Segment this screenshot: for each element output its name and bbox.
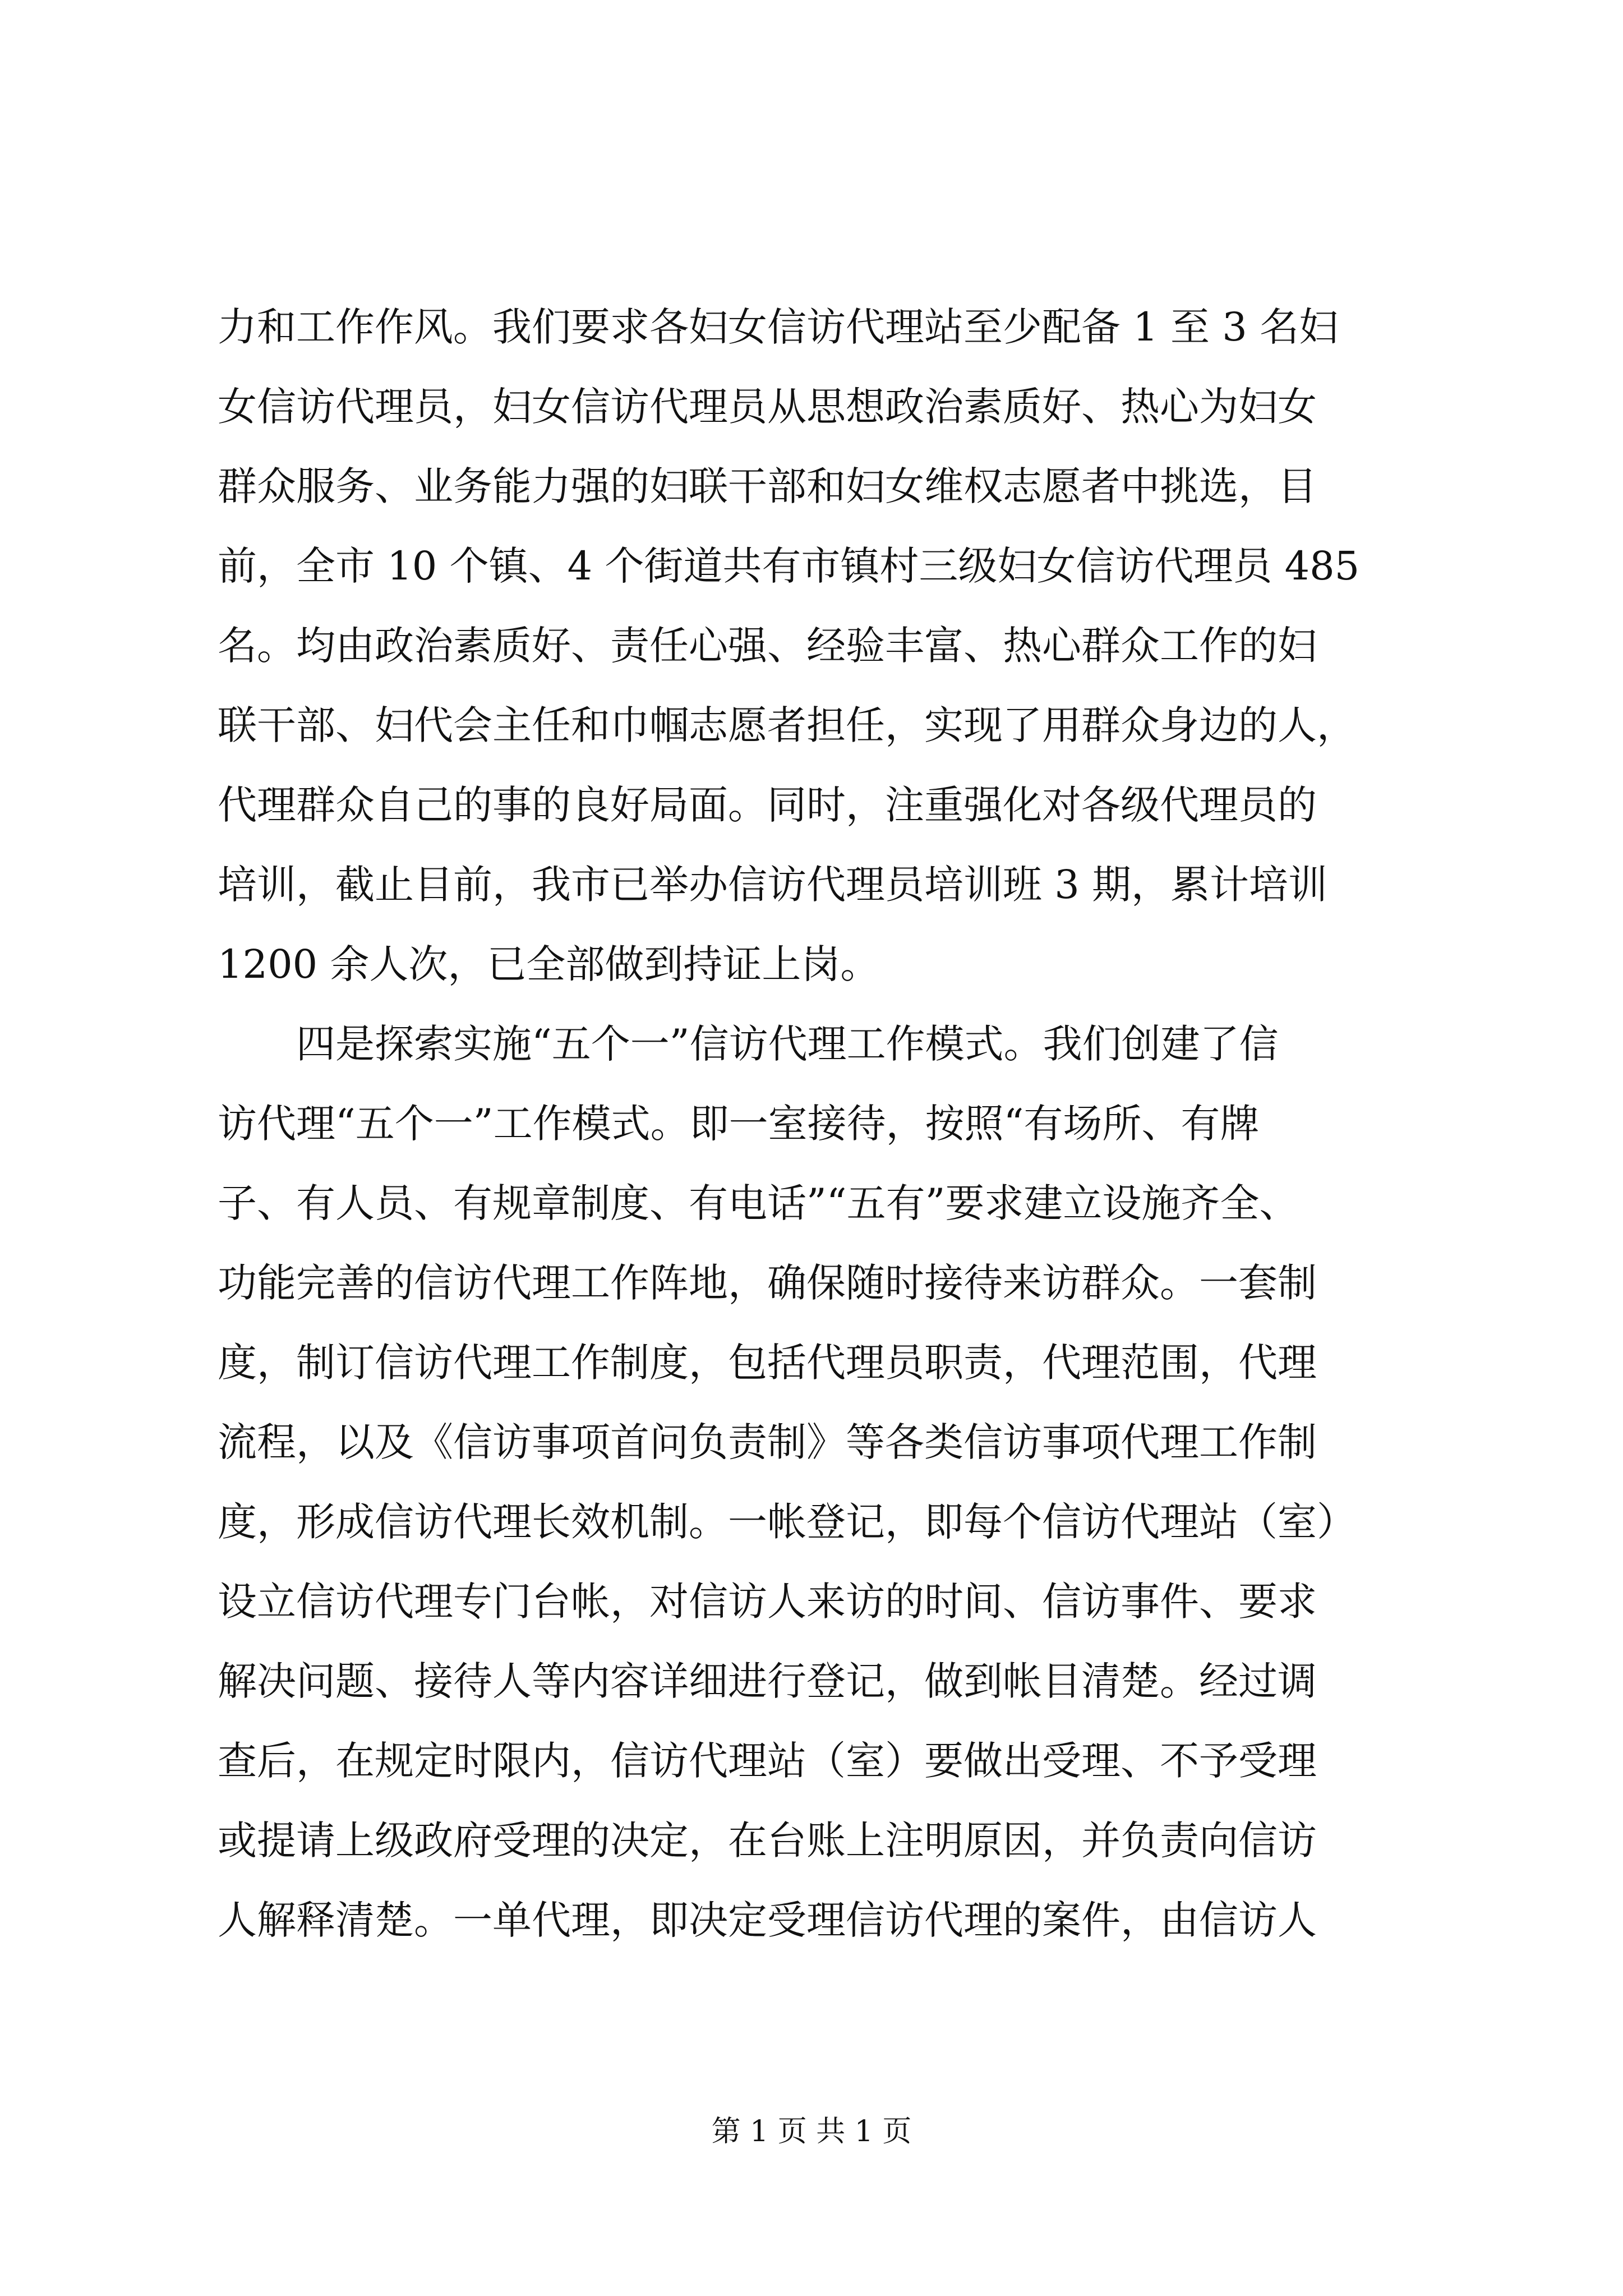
text-line: 设立信访代理专门台帐，对信访人来访的时间、信访事件、要求 — [218, 1579, 1317, 1625]
text-line: 培训，截止目前，我市已举办信访代理员培训班 3 期，累计培训 — [218, 862, 1328, 908]
text-line: 力和工作作风。我们要求各妇女信访代理站至少配备 1 至 3 名妇 — [218, 304, 1339, 350]
page-number-label: 第 1 页 共 1 页 — [711, 2115, 912, 2148]
text-line: 代理群众自己的事的良好局面。同时，注重强化对各级代理员的 — [218, 782, 1317, 828]
page-footer — [0, 2109, 1623, 2154]
text-line: 度，形成信访代理长效机制。一帐登记，即每个信访代理站（室） — [218, 1499, 1356, 1545]
text-line: 功能完善的信访代理工作阵地，确保随时接待来访群众。一套制 — [218, 1260, 1317, 1306]
text-line: 女信访代理员，妇女信访代理员从思想政治素质好、热心为妇女 — [218, 384, 1317, 430]
text-line: 子、有人员、有规章制度、有电话”“五有”要求建立设施齐全、 — [218, 1180, 1299, 1226]
text-line: 解决问题、接待人等内容详细进行登记，做到帐目清楚。经过调 — [218, 1658, 1317, 1704]
text-line: 联干部、妇代会主任和巾帼志愿者担任，实现了用群众身边的人， — [218, 702, 1356, 748]
text-line: 流程，以及《信访事项首问负责制》等各类信访事项代理工作制 — [218, 1419, 1317, 1465]
paragraph-start-line: 四是探索实施“五个一”信访代理工作模式。我们创建了信 — [218, 1021, 1279, 1067]
text-line: 前，全市 10 个镇、4 个街道共有市镇村三级妇女信访代理员 485 — [218, 543, 1360, 589]
text-line: 度，制订信访代理工作制度，包括代理员职责，代理范围，代理 — [218, 1340, 1317, 1386]
text-line: 访代理“五个一”工作模式。即一室接待，按照“有场所、有牌 — [218, 1101, 1260, 1147]
text-line: 或提请上级政府受理的决定，在台账上注明原因，并负责向信访 — [218, 1818, 1317, 1864]
text-line: 群众服务、业务能力强的妇联干部和妇女维权志愿者中挑选，目 — [218, 463, 1317, 509]
text-line: 名。均由政治素质好、责任心强、经验丰富、热心群众工作的妇 — [218, 623, 1317, 669]
text-line: 查后，在规定时限内，信访代理站（室）要做出受理、不予受理 — [218, 1738, 1317, 1784]
text-line: 1200 余人次，已全部做到持证上岗。 — [218, 941, 880, 987]
text-line: 人解释清楚。一单代理，即决定受理信访代理的案件，由信访人 — [218, 1897, 1317, 1943]
